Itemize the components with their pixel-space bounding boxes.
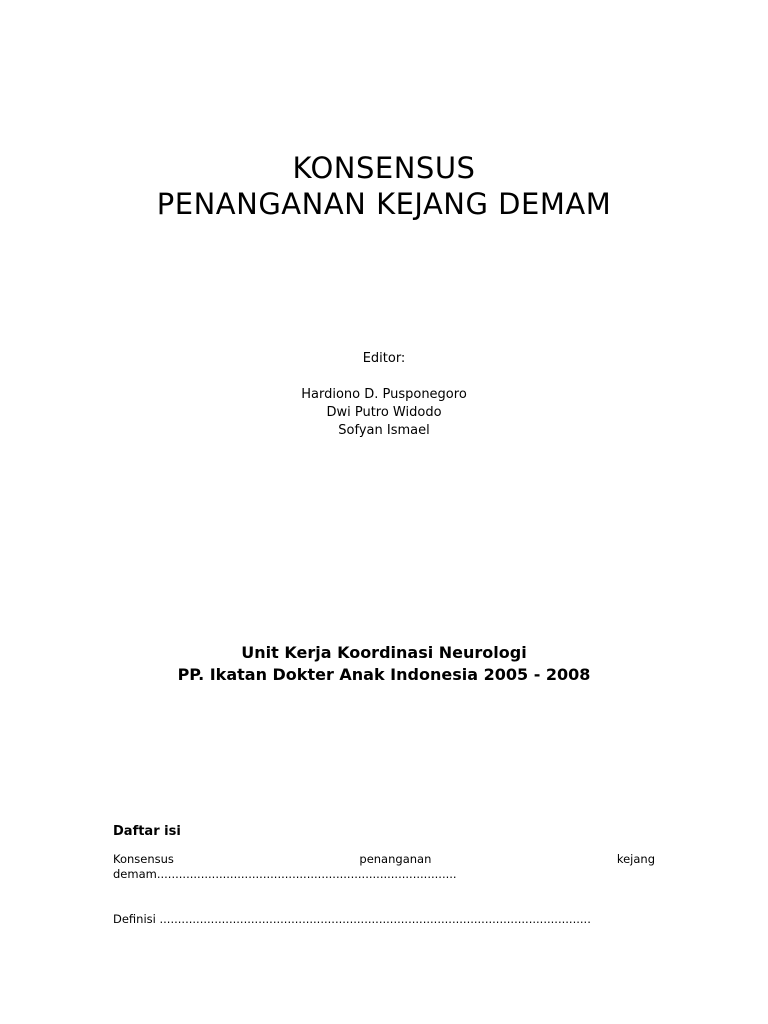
document-title <box>0 150 768 222</box>
toc-entry-konsensus-continuation: demam.................................................................................. <box>113 867 457 881</box>
editor-label: Editor: <box>362 351 406 366</box>
toc-entry-definisi: Definisi ...................................................................................................................... <box>113 912 591 926</box>
editor-name: Dwi Putro Widodo <box>326 405 442 420</box>
toc-heading: Daftar isi <box>113 824 181 839</box>
editor-name: Hardiono D. Pusponegoro <box>301 387 467 402</box>
organization-section <box>0 642 768 686</box>
toc-word: Konsensus <box>113 852 174 866</box>
organization-line-1: Unit Kerja Koordinasi Neurologi <box>241 643 527 662</box>
table-of-contents <box>113 824 655 927</box>
editor-section <box>0 350 768 440</box>
title-line-2: PENANGANAN KEJANG DEMAM <box>156 187 612 221</box>
organization-line-2: PP. Ikatan Dokter Anak Indonesia 2005 - 2008 <box>177 665 591 684</box>
toc-word: penanganan <box>359 852 432 866</box>
toc-word: kejang <box>616 852 655 866</box>
title-line-1: KONSENSUS <box>292 151 476 185</box>
editor-name: Sofyan Ismael <box>338 423 430 438</box>
toc-entry-konsensus <box>113 852 655 867</box>
